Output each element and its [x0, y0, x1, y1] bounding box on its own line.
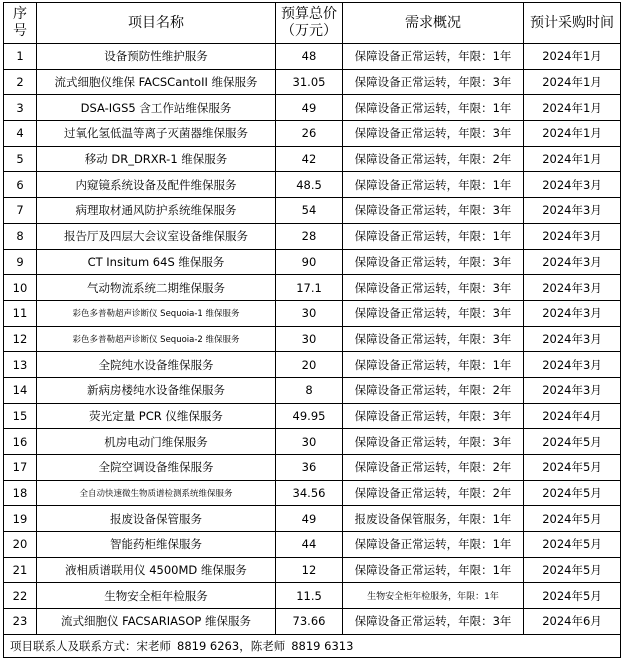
table-row	[4, 429, 621, 455]
row-budget: 73.66	[276, 609, 343, 635]
row-budget: 31.05	[276, 69, 343, 95]
row-budget: 28	[276, 223, 343, 249]
row-name: 报废设备保管服务	[37, 506, 276, 532]
row-index: 1	[4, 44, 37, 70]
row-time: 2024年5月	[524, 557, 621, 583]
footer-row	[4, 634, 621, 657]
row-index: 10	[4, 275, 37, 301]
row-budget: 44	[276, 532, 343, 558]
row-demand: 保障设备正常运转，年限：1年	[343, 557, 524, 583]
table-row	[4, 326, 621, 352]
row-demand: 保障设备正常运转，年限：2年	[343, 455, 524, 481]
table-row	[4, 583, 621, 609]
row-name: 智能药柜维保服务	[37, 532, 276, 558]
table-row	[4, 44, 621, 70]
row-demand: 保障设备正常运转，年限：3年	[343, 326, 524, 352]
table-row	[4, 506, 621, 532]
row-name: 病理取材通风防护系统维保服务	[37, 198, 276, 224]
row-time: 2024年5月	[524, 506, 621, 532]
row-demand: 保障设备正常运转，年限：2年	[343, 146, 524, 172]
row-demand: 保障设备正常运转，年限：3年	[343, 429, 524, 455]
header-index-label: 序号	[13, 6, 27, 39]
row-index: 11	[4, 300, 37, 326]
row-name: 全院纯水设备维保服务	[37, 352, 276, 378]
row-demand: 保障设备正常运转，年限：1年	[343, 172, 524, 198]
row-budget: 30	[276, 326, 343, 352]
contact1-phone: 8819 6263，	[177, 638, 251, 653]
row-name: 气动物流系统二期维保服务	[37, 275, 276, 301]
row-time: 2024年6月	[524, 609, 621, 635]
row-demand: 保障设备正常运转，年限：3年	[343, 300, 524, 326]
row-index: 3	[4, 95, 37, 121]
row-budget: 11.5	[276, 583, 343, 609]
table-row	[4, 121, 621, 147]
row-time: 2024年1月	[524, 146, 621, 172]
row-budget: 30	[276, 300, 343, 326]
row-index: 2	[4, 69, 37, 95]
row-time: 2024年3月	[524, 352, 621, 378]
table-row	[4, 300, 621, 326]
table-row	[4, 532, 621, 558]
row-budget: 20	[276, 352, 343, 378]
row-demand: 保障设备正常运转，年限：1年	[343, 352, 524, 378]
row-demand: 保障设备正常运转，年限：3年	[343, 275, 524, 301]
row-index: 15	[4, 403, 37, 429]
table-row	[4, 223, 621, 249]
table-row	[4, 249, 621, 275]
header-name: 项目名称	[37, 3, 276, 44]
row-name: 彩色多普勒超声诊断仪 Sequoia-1 维保服务	[37, 300, 276, 326]
row-name: 生物安全柜年检服务	[37, 583, 276, 609]
row-demand: 保障设备正常运转，年限：1年	[343, 95, 524, 121]
row-index: 13	[4, 352, 37, 378]
row-name: 全院空调设备维保服务	[37, 455, 276, 481]
row-index: 7	[4, 198, 37, 224]
header-index	[4, 3, 37, 44]
row-demand: 保障设备正常运转，年限：3年	[343, 198, 524, 224]
row-time: 2024年1月	[524, 95, 621, 121]
row-budget: 26	[276, 121, 343, 147]
row-name: 流式细胞仪维保 FACSCantoII 维保服务	[37, 69, 276, 95]
row-budget: 42	[276, 146, 343, 172]
row-budget: 49	[276, 506, 343, 532]
row-demand: 保障设备正常运转，年限：2年	[343, 377, 524, 403]
row-name: DSA-IGS5 含工作站维保服务	[37, 95, 276, 121]
row-budget: 48	[276, 44, 343, 70]
row-budget: 48.5	[276, 172, 343, 198]
table-footer	[4, 634, 621, 657]
row-time: 2024年3月	[524, 377, 621, 403]
row-index: 16	[4, 429, 37, 455]
row-budget: 36	[276, 455, 343, 481]
row-demand: 保障设备正常运转，年限：3年	[343, 403, 524, 429]
table-row	[4, 480, 621, 506]
header-budget-label: 预算总价（万元）	[281, 6, 337, 39]
row-name: 设备预防性维护服务	[37, 44, 276, 70]
row-demand: 保障设备正常运转，年限：3年	[343, 69, 524, 95]
row-time: 2024年1月	[524, 121, 621, 147]
row-index: 17	[4, 455, 37, 481]
table-row	[4, 198, 621, 224]
row-index: 23	[4, 609, 37, 635]
table-row	[4, 275, 621, 301]
row-index: 21	[4, 557, 37, 583]
table-row	[4, 455, 621, 481]
row-time: 2024年1月	[524, 69, 621, 95]
row-demand: 保障设备正常运转，年限：1年	[343, 44, 524, 70]
row-budget: 17.1	[276, 275, 343, 301]
row-time: 2024年5月	[524, 455, 621, 481]
row-name: 报告厅及四层大会议室设备维保服务	[37, 223, 276, 249]
row-budget: 12	[276, 557, 343, 583]
row-budget: 34.56	[276, 480, 343, 506]
row-demand: 保障设备正常运转，年限：2年	[343, 480, 524, 506]
row-time: 2024年3月	[524, 275, 621, 301]
row-demand: 保障设备正常运转，年限：3年	[343, 609, 524, 635]
row-index: 19	[4, 506, 37, 532]
procurement-table	[3, 2, 621, 658]
contact2-name: 陈老师	[250, 638, 286, 653]
row-name: 移动 DR_DRXR-1 维保服务	[37, 146, 276, 172]
row-index: 5	[4, 146, 37, 172]
table-row	[4, 146, 621, 172]
row-demand: 生物安全柜年检服务，年限：1年	[343, 583, 524, 609]
row-name: 内窥镜系统设备及配件维保服务	[37, 172, 276, 198]
row-budget: 90	[276, 249, 343, 275]
row-name: 流式细胞仪 FACSARIASOP 维保服务	[37, 609, 276, 635]
row-time: 2024年5月	[524, 532, 621, 558]
table-row	[4, 403, 621, 429]
row-time: 2024年3月	[524, 172, 621, 198]
table-row	[4, 352, 621, 378]
row-time: 2024年5月	[524, 480, 621, 506]
row-name: 液相质谱联用仪 4500MD 维保服务	[37, 557, 276, 583]
contact1-name: 宋老师	[136, 638, 171, 653]
table-row	[4, 377, 621, 403]
header-time: 预计采购时间	[524, 3, 621, 44]
row-time: 2024年3月	[524, 249, 621, 275]
row-name: 新病房楼纯水设备维保服务	[37, 377, 276, 403]
header-budget	[276, 3, 343, 44]
row-name: 彩色多普勒超声诊断仪 Sequoia-2 维保服务	[37, 326, 276, 352]
row-index: 20	[4, 532, 37, 558]
header-row	[4, 3, 621, 44]
row-index: 22	[4, 583, 37, 609]
row-budget: 30	[276, 429, 343, 455]
row-index: 18	[4, 480, 37, 506]
table-row	[4, 557, 621, 583]
row-budget: 49.95	[276, 403, 343, 429]
row-demand: 保障设备正常运转，年限：1年	[343, 532, 524, 558]
row-time: 2024年1月	[524, 44, 621, 70]
table-header	[4, 3, 621, 44]
table-row	[4, 95, 621, 121]
header-demand: 需求概况	[343, 3, 524, 44]
row-time: 2024年5月	[524, 429, 621, 455]
contact-info	[4, 634, 621, 657]
row-index: 9	[4, 249, 37, 275]
row-time: 2024年5月	[524, 583, 621, 609]
table-body	[4, 44, 621, 635]
row-index: 4	[4, 121, 37, 147]
row-index: 14	[4, 377, 37, 403]
row-time: 2024年3月	[524, 300, 621, 326]
row-name: 过氧化氢低温等离子灭菌器维保服务	[37, 121, 276, 147]
row-demand: 保障设备正常运转，年限：3年	[343, 121, 524, 147]
row-index: 8	[4, 223, 37, 249]
row-time: 2024年4月	[524, 403, 621, 429]
row-budget: 49	[276, 95, 343, 121]
row-budget: 54	[276, 198, 343, 224]
row-time: 2024年3月	[524, 326, 621, 352]
row-demand: 保障设备正常运转，年限：1年	[343, 223, 524, 249]
row-index: 12	[4, 326, 37, 352]
row-name: CT Insitum 64S 维保服务	[37, 249, 276, 275]
row-budget: 8	[276, 377, 343, 403]
contact-label: 项目联系人及联系方式：	[10, 638, 137, 653]
row-time: 2024年3月	[524, 223, 621, 249]
table-row	[4, 69, 621, 95]
row-demand: 保障设备正常运转，年限：3年	[343, 249, 524, 275]
table-row	[4, 172, 621, 198]
row-name: 全自动快速微生物质谱检测系统维保服务	[37, 480, 276, 506]
row-demand: 报废设备保管服务，年限：1年	[343, 506, 524, 532]
row-name: 荧光定量 PCR 仪维保服务	[37, 403, 276, 429]
row-index: 6	[4, 172, 37, 198]
row-name: 机房电动门维保服务	[37, 429, 276, 455]
contact2-phone: 8819 6313	[291, 638, 354, 653]
row-time: 2024年3月	[524, 198, 621, 224]
table-row	[4, 609, 621, 635]
